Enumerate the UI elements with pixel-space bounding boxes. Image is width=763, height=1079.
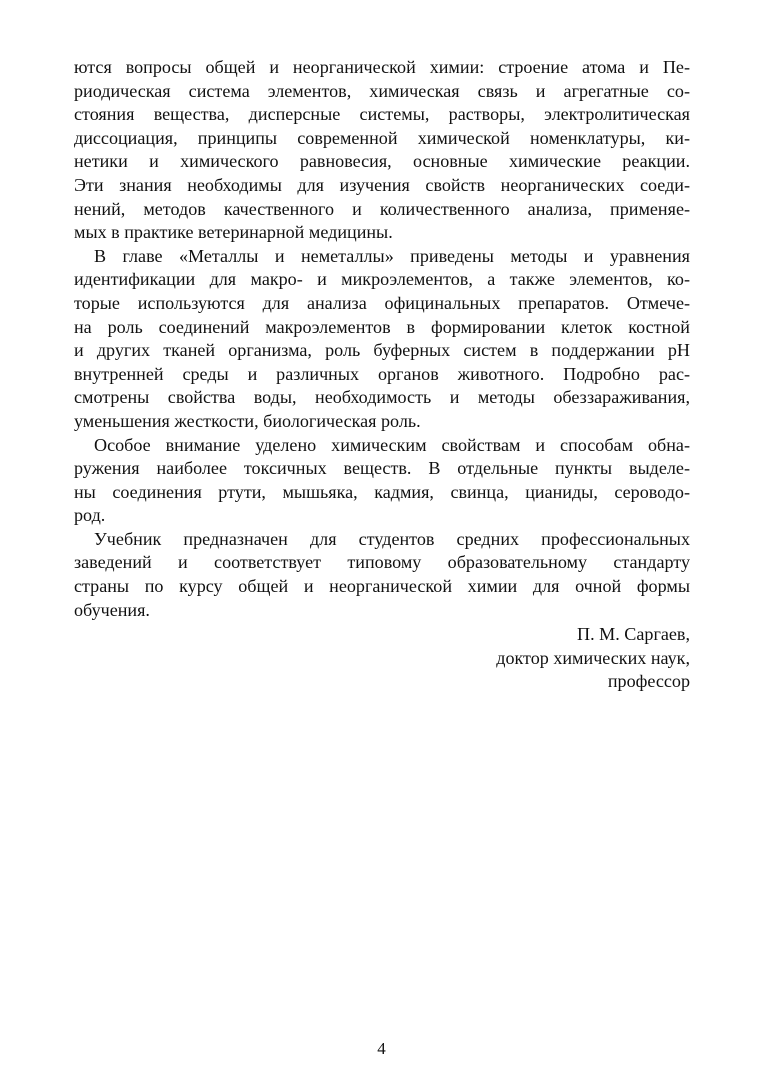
text-line: Особое внимание уделено химическим свойствам и способам обна- [94, 434, 690, 455]
author-name: П. М. Саргаев, [577, 624, 690, 645]
author-title: профессор [607, 671, 690, 692]
text-line: внутренней среды и различных органов животного. Подробно рас- [74, 363, 690, 384]
text-line: мых в практике ветеринарной медицины. [74, 222, 393, 243]
paragraph-2 [74, 245, 690, 434]
text-line: нетики и химического равновесия, основные химические реакции. [74, 151, 690, 172]
text-line: смотрены свойства воды, необходимость и методы обеззараживания, [74, 387, 690, 408]
text-line: торые используются для анализа официнальных препаратов. Отмече- [74, 292, 690, 313]
author-degree: доктор химических наук, [496, 647, 690, 668]
text-line: ружения наиболее токсичных веществ. В отдельные пункты выделе- [74, 458, 690, 479]
text-line: страны по курсу общей и неорганической химии для очной формы [74, 576, 690, 597]
text-line: уменьшения жесткости, биологическая роль. [74, 410, 421, 431]
paragraph-1 [74, 56, 690, 245]
text-line: ются вопросы общей и неорганической химии: строение атома и Пе- [74, 57, 690, 77]
text-line: В главе «Металлы и неметаллы» приведены методы и уравнения [94, 245, 690, 266]
text-line: нений, методов качественного и количественного анализа, применяе- [74, 198, 690, 219]
paragraph-3 [74, 434, 690, 528]
text-line: обучения. [74, 599, 150, 620]
text-line: риодическая система элементов, химическая связь и агрегатные со- [74, 80, 690, 101]
text-line: на роль соединений макроэлементов в формировании клеток костной [74, 316, 690, 337]
signature-block [74, 623, 690, 694]
text-line: Эти знания необходимы для изучения свойств неорганических соеди- [74, 174, 690, 195]
text-line: идентификации для макро- и микроэлементов, а также элементов, ко- [74, 269, 690, 290]
text-line: Учебник предназначен для студентов средних профессиональных [94, 528, 690, 549]
document-body [74, 56, 690, 694]
text-line: диссоциация, принципы современной химической номенклатуры, ки- [74, 127, 690, 148]
text-line: род. [74, 505, 106, 526]
page-number: 4 [377, 1039, 386, 1058]
text-line: стояния вещества, дисперсные системы, растворы, электролитическая [74, 104, 690, 125]
paragraph-4 [74, 528, 690, 622]
text-line: и других тканей организма, роль буферных систем в поддержании pH [74, 340, 690, 361]
text-line: заведений и соответствует типовому образовательному стандарту [74, 552, 690, 573]
text-line: ны соединения ртути, мышьяка, кадмия, свинца, цианиды, сероводо- [74, 481, 690, 502]
